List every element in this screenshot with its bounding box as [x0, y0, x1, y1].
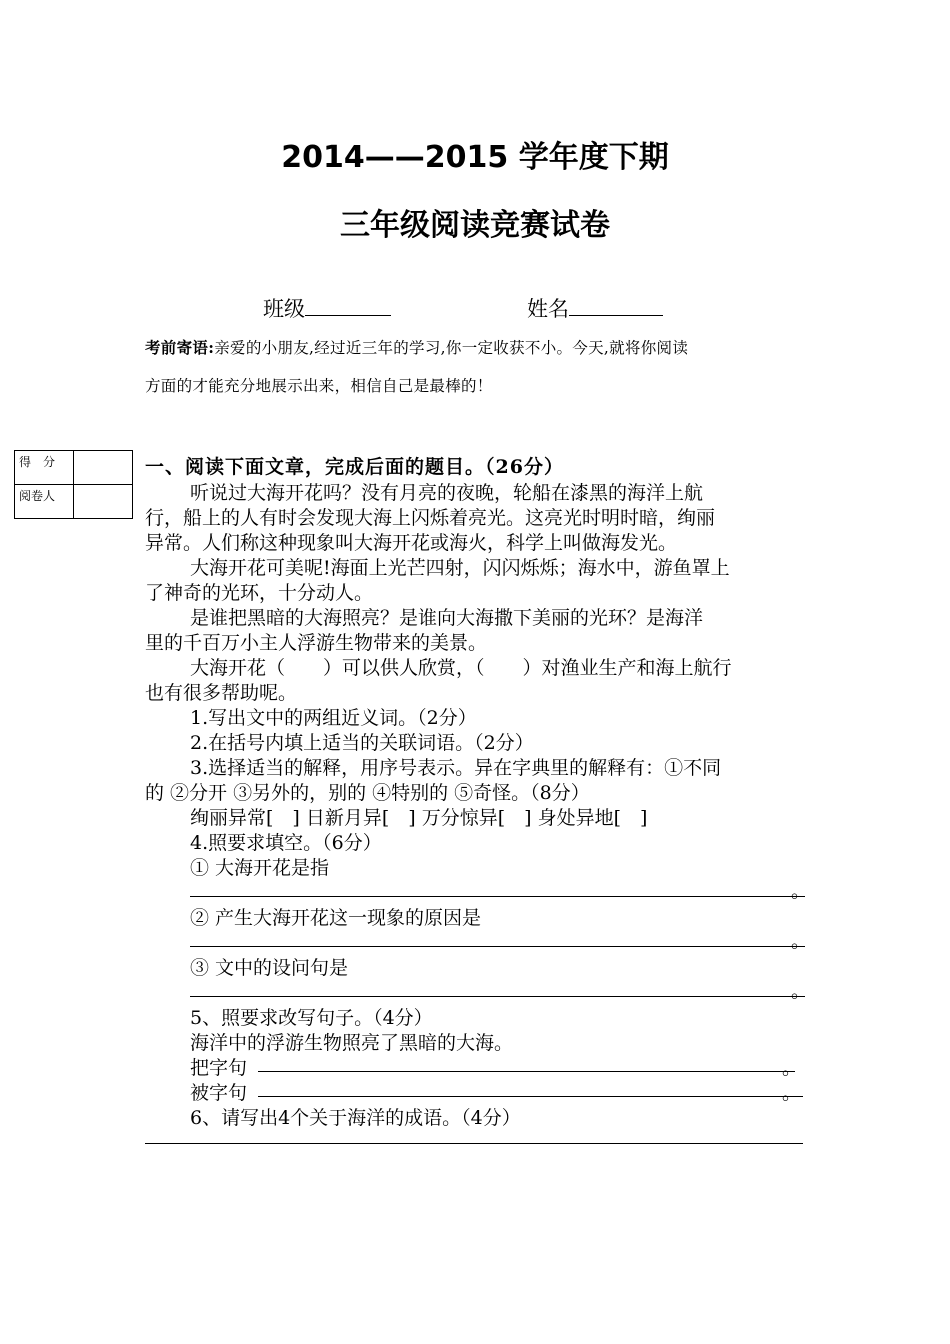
class-blank[interactable]	[305, 297, 391, 316]
question-4a: ① 大海开花是指	[190, 857, 330, 879]
question-3-options[interactable]: 绚丽异常[ ] 日新月异[ ] 万分惊异[ ] 身处异地[ ]	[190, 807, 648, 829]
intro-line-2: 方面的才能充分地展示出来，相信自己是最棒的！	[145, 377, 493, 395]
answer-line-ba[interactable]	[258, 1071, 795, 1072]
question-4c: ③ 文中的设问句是	[190, 957, 349, 979]
question-1: 1.写出文中的两组近义词。（2分）	[190, 707, 477, 729]
bei-sentence-label: 被字句	[190, 1082, 248, 1104]
passage-line: 里的千百万小主人浮游生物带来的美景。	[145, 632, 488, 654]
period: 。	[791, 880, 811, 902]
passage-line: 是谁把黑暗的大海照亮？是谁向大海撒下美丽的光环？是海洋	[190, 607, 704, 629]
grader-label: 阅卷人	[15, 485, 74, 519]
intro-label: 考前寄语:	[145, 338, 215, 357]
name-label: 姓名	[527, 297, 569, 321]
passage-line: 大海开花（ ）可以供人欣赏，（ ）对渔业生产和海上航行	[190, 657, 732, 679]
passage-line: 大海开花可美呢!海面上光芒四射，闪闪烁烁；海水中，游鱼罩上	[190, 557, 730, 579]
answer-line-bei[interactable]	[258, 1096, 803, 1097]
question-4: 4.照要求填空。（6分）	[190, 832, 382, 854]
answer-line-4a[interactable]	[190, 896, 805, 897]
class-label: 班级	[263, 297, 305, 321]
question-5-sentence: 海洋中的浮游生物照亮了黑暗的大海。	[190, 1032, 514, 1054]
question-3: 3.选择适当的解释，用序号表示。异在字典里的解释有：①不同	[190, 757, 722, 779]
period: 。	[782, 1082, 802, 1104]
question-4b: ② 产生大海开花这一现象的原因是	[190, 907, 482, 929]
period: 。	[782, 1057, 802, 1079]
score-label: 得 分	[15, 451, 74, 485]
exam-title: 三年级阅读竞赛试卷	[340, 208, 610, 243]
question-2: 2.在括号内填上适当的关联词语。（2分）	[190, 732, 534, 754]
answer-line-6[interactable]	[145, 1143, 803, 1144]
answer-line-4c[interactable]	[190, 996, 805, 997]
passage-line: 行，船上的人有时会发现大海上闪烁着亮光。这亮光时明时暗，绚丽	[145, 507, 716, 529]
ba-sentence-label: 把字句	[190, 1057, 248, 1079]
question-5: 5、照要求改写句子。（4分）	[190, 1007, 433, 1029]
grader-cell[interactable]	[74, 485, 133, 519]
class-field[interactable]	[263, 293, 391, 323]
name-blank[interactable]	[569, 297, 663, 316]
question-3-cont: 的 ②分开 ③另外的，别的 ④特别的 ⑤奇怪。（8分）	[145, 782, 590, 804]
passage-line: 也有很多帮助呢。	[145, 682, 298, 704]
score-table	[14, 450, 133, 519]
passage-line: 了神奇的光环，十分动人。	[145, 582, 374, 604]
period: 。	[791, 980, 811, 1002]
period: 。	[791, 930, 811, 952]
question-6: 6、请写出4个关于海洋的成语。（4分）	[190, 1107, 521, 1129]
exam-year-title: 2014——2015 学年度下期	[281, 140, 669, 175]
answer-line-4b[interactable]	[190, 946, 805, 947]
score-cell[interactable]	[74, 451, 133, 485]
passage-line: 听说过大海开花吗？没有月亮的夜晚，轮船在漆黑的海洋上航	[190, 482, 704, 504]
name-field[interactable]	[527, 293, 663, 323]
intro-line-1: 考前寄语:亲爱的小朋友,经过近三年的学习,你一定收获不小。今天,就将你阅读	[145, 338, 689, 357]
passage-line: 异常。人们称这种现象叫大海开花或海火，科学上叫做海发光。	[145, 532, 678, 554]
section-heading: 一、阅读下面文章，完成后面的题目。（26分）	[145, 456, 564, 478]
